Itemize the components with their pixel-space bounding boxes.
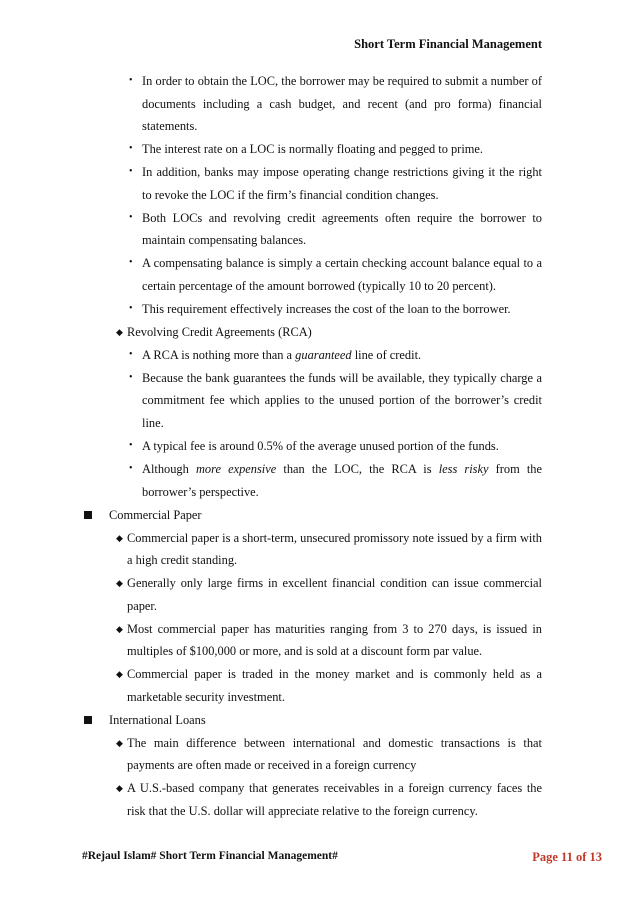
list-item bbox=[82, 618, 542, 663]
list-item bbox=[82, 252, 542, 297]
list-item-text: This requirement effectively increases the cost of the loan to the borrower. bbox=[142, 301, 511, 316]
italic-text: less risky bbox=[438, 462, 489, 476]
diamond-bullet-icon: ◆ bbox=[116, 623, 123, 634]
list-item bbox=[82, 732, 542, 777]
list-item-text: Commercial paper is traded in the money market and is commonly held as a marketable security investment. bbox=[127, 667, 542, 704]
list-item-text: In order to obtain the LOC, the borrower may be required to submit a number of documents including a cash budget, and recent (and pro forma) financial statements. bbox=[142, 74, 542, 134]
page-number: Page 11 of 13 bbox=[532, 850, 602, 864]
section-heading-text: Commercial Paper bbox=[109, 507, 202, 522]
bullet-marker: • bbox=[129, 463, 133, 474]
list-item bbox=[82, 70, 542, 138]
text-run: from the borrower’s perspective. bbox=[142, 462, 542, 499]
bullet-marker: • bbox=[129, 166, 133, 178]
subheading-text: Revolving Credit Agreements (RCA) bbox=[127, 324, 312, 339]
list-item-text: A compensating balance is simply a certain checking account balance equal to a certain percentage of the amount borrowed (typically 10 to 20 percent). bbox=[142, 256, 542, 293]
diamond-bullet-icon: ◆ bbox=[116, 737, 123, 748]
text-run: than the LOC, the RCA is bbox=[276, 462, 439, 476]
list-item-text: Generally only large firms in excellent financial condition can issue commercial paper. bbox=[127, 576, 542, 613]
section-heading-text: International Loans bbox=[109, 712, 206, 727]
bullet-marker: • bbox=[129, 75, 133, 86]
footer-author: #Rejaul Islam# Short Term Financial Management# bbox=[82, 850, 338, 862]
bullet-marker: • bbox=[129, 440, 133, 452]
text-run: line of credit. bbox=[351, 347, 422, 362]
list-item-text: A typical fee is around 0.5% of the average unused portion of the funds. bbox=[142, 439, 499, 454]
list-item bbox=[82, 527, 542, 572]
italic-text: more expensive bbox=[195, 462, 277, 476]
page-header-title: Short Term Financial Management bbox=[354, 37, 542, 51]
bullet-marker: • bbox=[129, 302, 133, 314]
list-item bbox=[82, 777, 542, 822]
bullet-marker: • bbox=[129, 348, 133, 360]
diamond-bullet-icon: ◆ bbox=[116, 783, 123, 794]
bullet-marker: • bbox=[129, 143, 133, 155]
list-item bbox=[82, 572, 542, 617]
list-item-text: The interest rate on a LOC is normally floating and pegged to prime. bbox=[142, 142, 483, 157]
list-item bbox=[82, 161, 542, 206]
list-item-text: Commercial paper is a short-term, unsecured promissory note issued by a firm with a high credit standing. bbox=[127, 530, 542, 568]
diamond-bullet-icon: ◆ bbox=[116, 326, 123, 337]
list-item bbox=[82, 663, 542, 708]
document-body bbox=[82, 70, 542, 823]
list-item-text bbox=[142, 462, 542, 499]
text-run: Although bbox=[142, 462, 196, 476]
section-heading bbox=[82, 504, 542, 527]
bullet-marker: • bbox=[129, 371, 133, 383]
list-item-text: Because the bank guarantees the funds will be available, they typically charge a commitment fee which applies to the unused portion of the borrower’s credit line. bbox=[142, 370, 542, 431]
list-item bbox=[82, 138, 542, 161]
list-item-text: Both LOCs and revolving credit agreements often require the borrower to maintain compensating balances. bbox=[142, 210, 542, 248]
list-item-text: In addition, banks may impose operating change restrictions giving it the right to revoke the LOC if the firm’s financial condition changes. bbox=[142, 165, 542, 202]
square-bullet-icon bbox=[84, 716, 92, 724]
diamond-bullet-icon: ◆ bbox=[116, 532, 123, 543]
list-item bbox=[82, 458, 542, 503]
list-item-text: A U.S.-based company that generates receivables in a foreign currency faces the risk that the U.S. dollar will appreciate relative to the foreign currency. bbox=[127, 781, 542, 819]
bullet-marker: • bbox=[129, 257, 133, 269]
list-item-text: Most commercial paper has maturities ranging from 3 to 270 days, is issued in multiples of $100,000 or more, and is sold at a discount form par value. bbox=[127, 621, 542, 659]
section-heading bbox=[82, 709, 542, 732]
diamond-bullet-icon: ◆ bbox=[116, 578, 123, 589]
text-run: A RCA is nothing more than a bbox=[142, 347, 296, 362]
bullet-marker: • bbox=[129, 211, 133, 223]
list-item bbox=[82, 344, 542, 367]
list-item bbox=[82, 367, 542, 435]
list-item bbox=[82, 435, 542, 458]
list-item bbox=[82, 207, 542, 252]
list-item-text bbox=[142, 348, 421, 362]
subheading-item bbox=[82, 321, 542, 344]
italic-text: guaranteed bbox=[295, 347, 352, 362]
list-item bbox=[82, 298, 542, 321]
square-bullet-icon bbox=[84, 511, 92, 519]
list-item-text: The main difference between international and domestic transactions is that payments are often made or received in a foreign currency bbox=[127, 735, 542, 773]
diamond-bullet-icon: ◆ bbox=[116, 669, 123, 680]
